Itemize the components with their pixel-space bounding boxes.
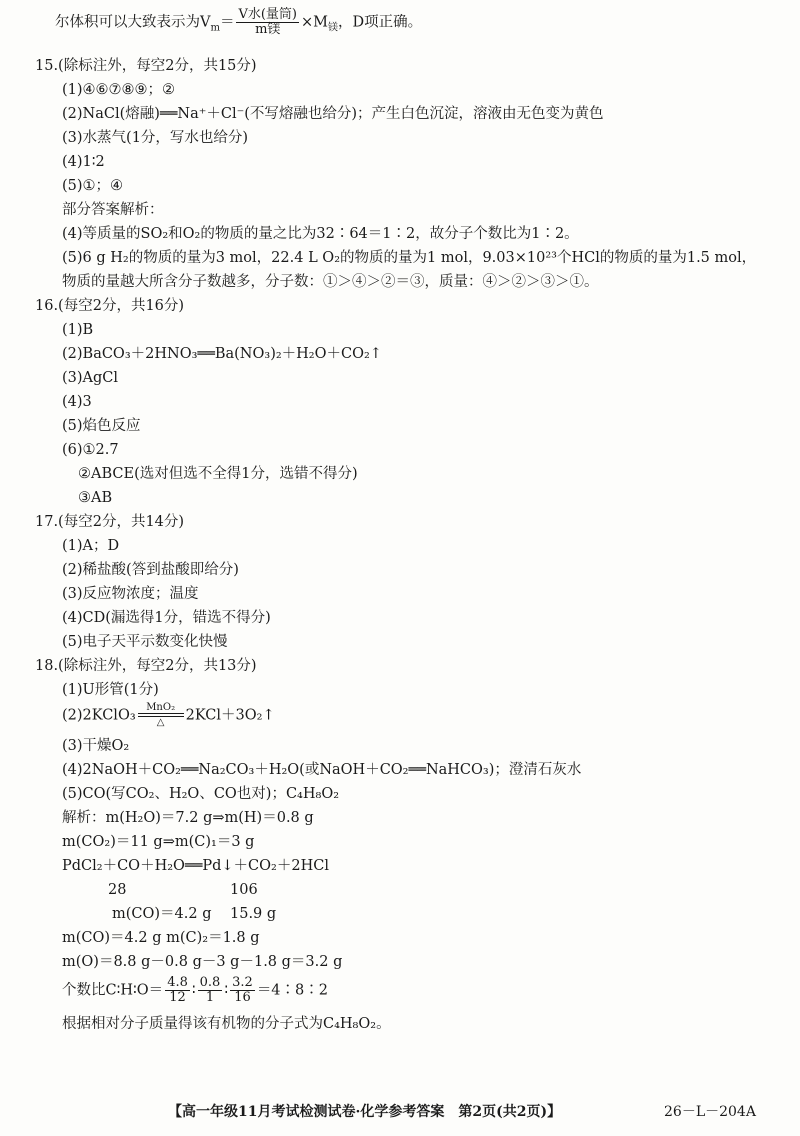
answer-17-4: (4)CD(漏选得1分，错选不得分): [62, 610, 271, 626]
atom-ratio-line: [62, 976, 328, 1005]
answer-16-5: (5)焰色反应: [62, 418, 141, 434]
text-line-molar-volume: [55, 8, 422, 38]
heat-symbol: △: [156, 717, 165, 728]
line-text: ，D项正确。: [338, 14, 423, 31]
subscript: 镁: [328, 22, 339, 34]
answer-16-6-2: ②ABCE(选对但选不全得1分，选错不得分): [78, 466, 358, 482]
molar-mass-pd: 106: [230, 882, 258, 898]
answer-16-6-1: (6)①2.7: [62, 442, 119, 458]
mass-pd: 15.9 g: [230, 906, 277, 922]
analysis-line-masses: m(CO)＝4.2 g m(C)₂＝1.8 g: [62, 930, 260, 946]
answer-16-6-3: ③AB: [78, 490, 113, 506]
equals-sign: ＝: [219, 14, 235, 31]
question-heading-15: 15.(除标注外，每空2分，共15分): [35, 58, 257, 74]
answer-18-5: (5)CO(写CO₂、H₂O、CO也对)；C₄H₈O₂: [62, 786, 340, 802]
ratio-sep: ∶: [224, 982, 229, 999]
footer-title: 【高一年级11月考试检测试卷·化学参考答案 第2页(共2页)】: [168, 1104, 562, 1120]
answer-18-1: (1)U形管(1分): [62, 682, 159, 698]
fraction-denominator: 12: [169, 990, 186, 1005]
fraction-c: [165, 976, 190, 1005]
explanation-15-4: (4)等质量的SO₂和O₂的物质的量之比为32∶64＝1∶2，故分子个数比为1∶2。: [62, 226, 579, 242]
analysis-equation: PdCl₂＋CO＋H₂O══Pd↓＋CO₂＋2HCl: [62, 858, 329, 874]
answer-17-3: (3)反应物浓度；温度: [62, 586, 199, 602]
partial-explanation-heading: 部分答案解析：: [62, 202, 164, 218]
question-heading-17: 17.(每空2分，共14分): [35, 514, 185, 530]
subscript: m: [210, 22, 220, 34]
answer-17-2: (2)稀盐酸(答到盐酸即给分): [62, 562, 239, 578]
reactant: (2)2KClO₃: [62, 707, 136, 724]
fraction-numerator: 3.2: [232, 975, 253, 990]
fraction-denominator: 1: [205, 990, 215, 1005]
answer-16-1: (1)B: [62, 322, 94, 338]
fraction-h: [198, 976, 223, 1005]
answer-16-2: (2)BaCO₃＋2HNO₃══Ba(NO₃)₂＋H₂O＋CO₂↑: [62, 346, 382, 362]
explanation-15-5: (5)6 g H₂的物质的量为3 mol，22.4 L O₂的物质的量为1 mol，9.03×10²³个HCl的物质的量为1.5 mol，: [62, 250, 757, 266]
product: 2KCl＋3O₂↑: [185, 707, 275, 724]
answer-15-5: (5)①；④: [62, 178, 124, 194]
reaction-condition-arrow: [138, 702, 184, 729]
explanation-15-5-cont: 物质的量越大所含分子数越多，分子数：①＞④＞②＝③，质量：④＞②＞③＞①。: [62, 274, 599, 290]
molar-mass-co: 28: [108, 882, 127, 898]
fraction-numerator: V水(量筒): [238, 7, 298, 22]
answer-16-4: (4)3: [62, 394, 92, 410]
answer-15-1: (1)④⑥⑦⑧⑨；②: [62, 82, 176, 98]
conclusion-line: 根据相对分子质量得该有机物的分子式为C₄H₈O₂。: [62, 1016, 391, 1032]
answer-15-2: (2)NaCl(熔融)══Na⁺＋Cl⁻(不写熔融也给分)；产生白色沉淀，溶液由无色变为黄色: [62, 106, 604, 122]
analysis-line-2: m(CO₂)＝11 g⇒m(C)₁＝3 g: [62, 834, 255, 850]
answer-18-2: [62, 702, 275, 729]
line-text: 尔体积可以大致表示为V: [55, 14, 211, 31]
answer-15-4: (4)1∶2: [62, 154, 105, 170]
answer-18-3: (3)干燥O₂: [62, 738, 130, 754]
answer-17-1: (1)A；D: [62, 538, 120, 554]
mass-co: m(CO)＝4.2 g: [112, 906, 212, 922]
fraction: [236, 8, 299, 37]
analysis-line-oxygen: m(O)＝8.8 g－0.8 g－3 g－1.8 g＝3.2 g: [62, 954, 343, 970]
fraction-denominator: m镁: [255, 22, 281, 37]
ratio-sep: ∶: [191, 982, 196, 999]
question-heading-18: 18.(除标注外，每空2分，共13分): [35, 658, 257, 674]
fraction-numerator: 0.8: [199, 975, 221, 990]
fraction-o: [230, 976, 255, 1005]
answer-15-3: (3)水蒸气(1分，写水也给分): [62, 130, 249, 146]
fraction-numerator: 4.8: [167, 975, 188, 990]
answer-17-5: (5)电子天平示数变化快慢: [62, 634, 228, 650]
ratio-prefix: 个数比C∶H∶O＝: [62, 982, 164, 999]
ratio-result: ＝4∶8∶2: [256, 982, 328, 999]
footer-code: 26－L－204A: [664, 1104, 756, 1120]
fraction-denominator: 16: [234, 990, 251, 1005]
analysis-line-1: 解析：m(H₂O)＝7.2 g⇒m(H)＝0.8 g: [62, 810, 314, 826]
line-text: ×M: [301, 14, 329, 31]
answer-18-4: (4)2NaOH＋CO₂══Na₂CO₃＋H₂O(或NaOH＋CO₂══NaHCO₃)；澄清石灰水: [62, 762, 582, 778]
catalyst-label: MnO₂: [146, 702, 176, 713]
answer-16-3: (3)AgCl: [62, 370, 119, 386]
question-heading-16: 16.(每空2分，共16分): [35, 298, 185, 314]
